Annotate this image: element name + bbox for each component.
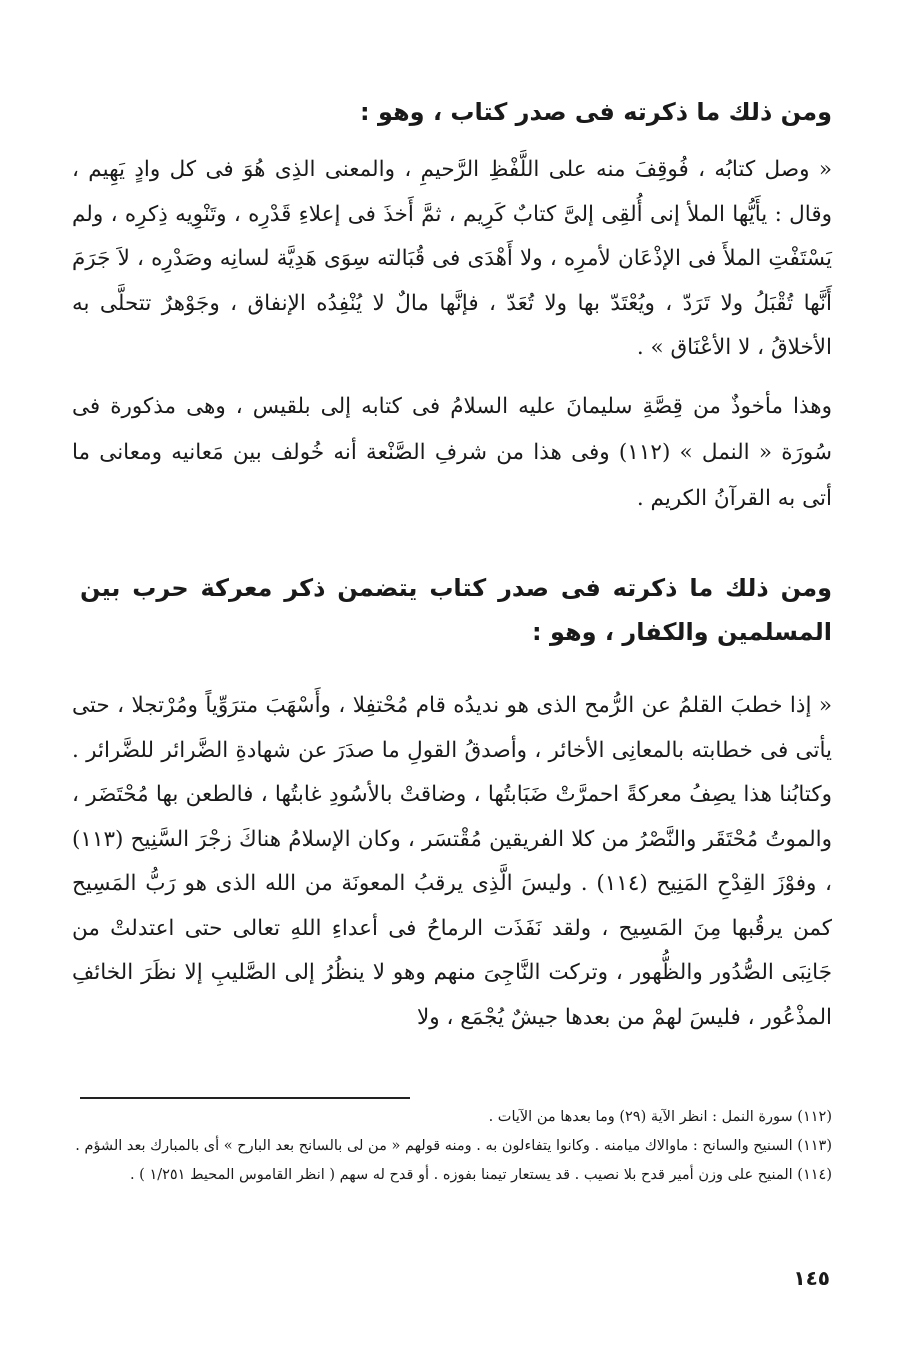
quoted-letter-1: « وصل كتابُه ، فُوقِفَ منه على اللَّفْظِ الرَّحيمِ ، والمعنى الذِى هُوَ فى كل وادٍ يَهِيم ، وقال : يأَيُّها الملأ إنى أُلقِى إلىَّ كتابٌ كَرِيم ، ثمَّ أَخذَ فى إعلاءِ قَدْرِه ، وتَنْوِيه ذِكرِه ، ولم يَسْتَفْتِ الملأَ فى الإذْعَان لأمرِه ، ولا أَهْدَى فى قُبَالته سِوَى هَدِيَّة لسانِه وصَدْرِه ، لاَ جَرَمَ أَنَّها تُقْبَلُ ولا تَرَدّ ، ويُعْتَدّ بها ولا تُعَدّ ، فإنَّها مالٌ لا يُنْفِدُه الإنفاق ، وجَوْهرٌ تتحلَّى به الأخلاقُ ، لا الأعْنَاق » . — [72, 157, 832, 360]
footnote-113: (١١٣) السنيح والسانح : ماوالاك ميامنه . وكانوا يتفاءلون به . ومنه قولهم « من لى بالسانح بعد البارح » أى بالمبارك بعد الشؤم . — [75, 1138, 832, 1154]
page-number: ١٤٥ — [793, 1266, 830, 1290]
section-heading-1: ومن ذلك ما ذكرته فى صدر كتاب ، وهو : — [360, 98, 832, 126]
footnote-112: (١١٢) سورة النمل : انظر الآية (٢٩) وما بعدها من الآيات . — [488, 1109, 832, 1125]
footnote-114: (١١٤) المنيح على وزن أمير قدح بلا نصيب . قد يستعار تيمنا بفوزه . أو قدح له سهم ( انظر القاموس المحيط ١/٢٥١ ) . — [129, 1167, 832, 1183]
commentary-paragraph: وهذا مأخوذٌ من قِصَّةِ سليمانَ عليه السلامُ فى كتابه إلى بلقيس ، وهى مذكورة فى سُورَة « النمل » (١١٢) وفى هذا من شرفِ الصَّنْعة أنه خُولف بين مَعانيه ومعانى ما أتى به القرآنُ الكريم . — [72, 394, 832, 511]
footnotes — [74, 1105, 832, 1192]
footnote-divider — [80, 1097, 410, 1099]
section-heading-2: ومن ذلك ما ذكرته فى صدر كتاب يتضمن ذكر معركة حرب بين المسلمين والكفار ، وهو : — [80, 574, 832, 646]
quoted-letter-2: « إذا خطبَ القلمُ عن الرُّمح الذى هو نديدُه قام مُحْتفِلا ، وأَسْهَبَ مترَوِّياً ومُرْتجلا ، حتى يأتى فى خطابته بالمعانِى الأخائر ، وأصدقُ القولِ ما صدَرَ عن شهادةِ الضَّرائر للضَّرائر . وكتابُنا هذا يصِفُ معركةً احمرَّتْ ضَبَابتُها ، وضاقتْ بالأسُودِ غابتُها ، فالطعن بها مُحْتَضَر ، والموتُ مُحْتَقَر والنَّصْرُ من كلا الفريقين مُقْتسَر ، وكان الإسلامُ هناكَ زجْرَ السَّنِيح (١١٣) ، وفوْزَ القِدْحِ المَنِيح (١١٤) . وليسَ الَّذِى يرقبُ المعونَة من الله الذى هو رَبُّ المَسِيح كمن يرقُبها مِنَ المَسِيح ، ولقد نَفَذَت الرماحُ فى أعداءِ اللهِ تعالى حتى اعتدلتْ من جَانِبَى الصُّدُور والظُّهور ، وتركت النَّاجِىَ منهم وهو لا ينظُرُ إلى الصَّليبِ إلا نظَرَ الخائفِ المذْعُور ، فليسَ لهمْ من بعدها جيشٌ يُجْمَع ، ولا — [72, 693, 833, 1030]
